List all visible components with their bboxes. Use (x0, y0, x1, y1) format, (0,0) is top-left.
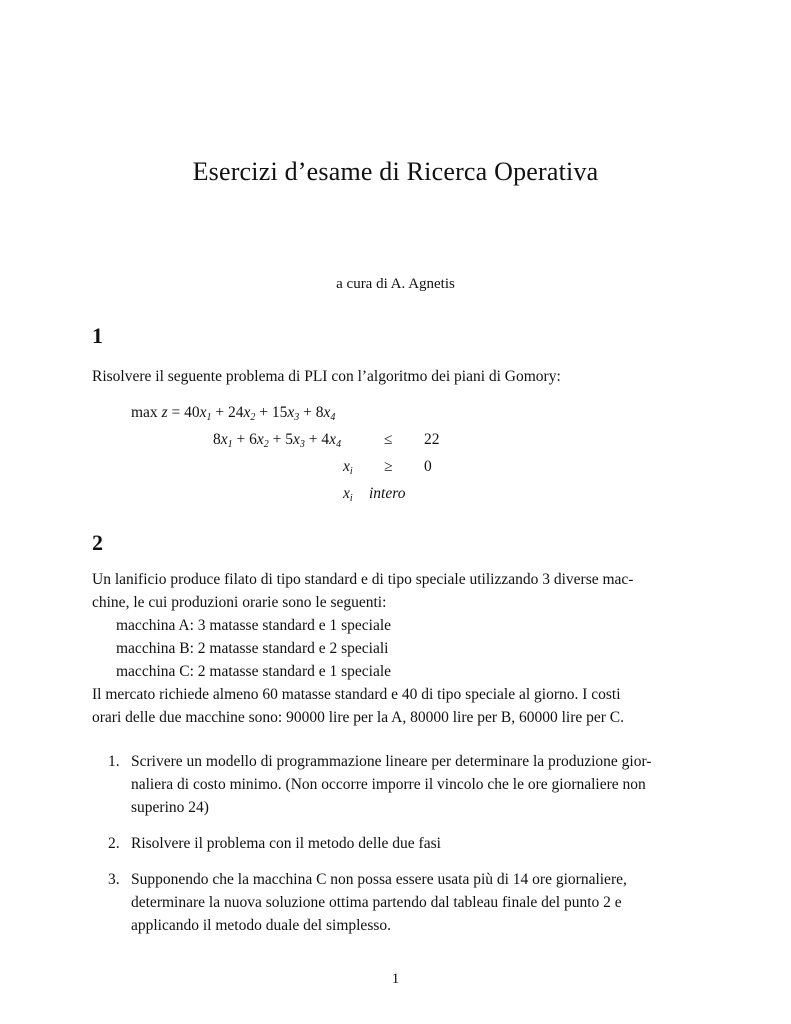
constraint-2-rhs: 0 (424, 458, 432, 475)
objective-term-1: $40x_1$ (184, 404, 212, 423)
question-number: 2. (108, 835, 120, 852)
constraint-1-relation: ≤ (384, 431, 393, 448)
question-text: Scrivere un modello di programmazione lineare per determinare la produzione gior- naliera di costo minimo. (Non occorre imporre il vincolo che le ore giornaliere non superino 24) (131, 753, 652, 816)
market-line-1: Il mercato richiede almeno 60 matasse standard e 40 di tipo speciale al giorno. I costi (92, 686, 621, 703)
question-item (108, 868, 688, 937)
objective-max: max (131, 404, 158, 421)
question-text: Supponendo che la macchina C non possa essere usata più di 14 ore giornaliere, determinare la nuova soluzione ottima partendo dal tableau finale del punto 2 e applicando il metodo duale del simplesso. (131, 871, 627, 934)
question-number: 1. (108, 753, 120, 770)
question-number: 3. (108, 871, 120, 888)
question-item (108, 750, 688, 819)
constraint-3-lhs: $x_i$ (343, 485, 353, 504)
objective-term-2: $24x_2$ (228, 404, 256, 423)
section-1-intro: Risolvere il seguente problema di PLI con l’algoritmo dei piani di Gomory: (92, 368, 561, 385)
constraint-2-relation: ≥ (384, 458, 393, 475)
section-2-intro-line-2: chine, le cui produzioni orarie sono le seguenti: (92, 594, 387, 611)
question-item (108, 832, 688, 855)
objective-var: z (161, 404, 168, 421)
objective-function: $\max z = 40x_1 + 24x_2 + 15x_3 + 8x_4$ (131, 404, 336, 423)
question-text: Risolvere il problema con il metodo delle due fasi (131, 835, 441, 852)
objective-term-4: $8x_4$ (315, 404, 336, 423)
constraint-1-rhs: 22 (424, 431, 440, 448)
document-title: Esercizi d’esame di Ricerca Operativa (192, 157, 599, 186)
objective-term-3: $15x_3$ (271, 404, 300, 423)
machine-b-line: macchina B: 2 matasse standard e 2 speciali (116, 640, 389, 657)
section-1-heading: 1 (92, 323, 103, 348)
constraint-1-lhs: $8x_1 + 6x_2 + 5x_3 + 4x_4$ (213, 431, 342, 450)
constraint-2-lhs: $x_i$ (343, 458, 353, 477)
page-number: 1 (391, 971, 400, 987)
section-2-heading: 2 (92, 530, 103, 555)
machine-a-line: macchina A: 3 matasse standard e 1 speciale (116, 617, 392, 634)
machine-c-line: macchina C: 2 matasse standard e 1 speciale (116, 663, 392, 680)
market-line-2: orari delle due macchine sono: 90000 lire per la A, 80000 lire per B, 60000 lire per C. (92, 709, 625, 726)
section-2-intro-line-1: Un lanificio produce filato di tipo standard e di tipo speciale utilizzando 3 diverse mac- (92, 571, 634, 588)
document-author: a cura di A. Agnetis (336, 276, 455, 292)
constraint-3-integer: intero (369, 485, 406, 502)
